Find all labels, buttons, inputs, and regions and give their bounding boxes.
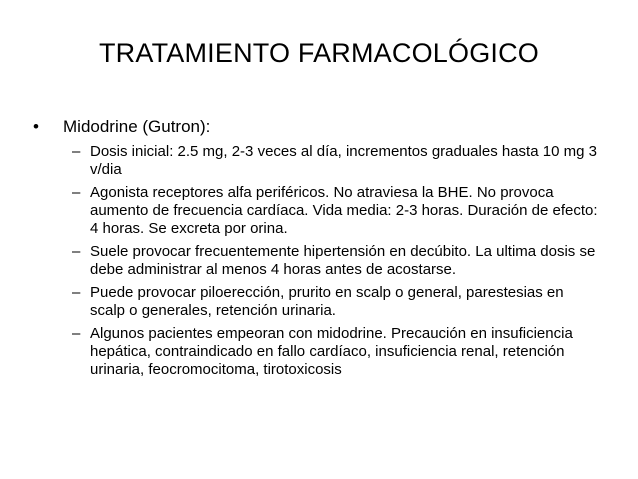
sub-bullet-list	[72, 143, 602, 384]
sub-bullet-item	[72, 325, 602, 379]
dash-marker: –	[72, 284, 81, 301]
sub-bullet-text: Puede provocar piloerección, prurito en scalp o general, parestesias en scalp o generales, retención urinaria.	[90, 284, 564, 319]
dash-marker: –	[72, 325, 81, 342]
sub-bullet-text: Suele provocar frecuentemente hipertensión en decúbito. La ultima dosis se debe administrar al menos 4 horas antes de acostarse.	[90, 243, 596, 278]
sub-bullet-item	[72, 243, 602, 279]
bullet-item	[33, 116, 210, 137]
sub-bullet-text: Algunos pacientes empeoran con midodrine. Precaución en insuficiencia hepática, contraindicado en fallo cardíaco, insuficiencia renal, retención urinaria, feocromocitoma, tirotoxicosis	[90, 325, 573, 378]
sub-bullet-item	[72, 184, 602, 238]
bullet-marker: •	[33, 117, 39, 136]
sub-bullet-text: Agonista receptores alfa periféricos. No atraviesa la BHE. No provoca aumento de frecuencia cardíaca. Vida media: 2-3 horas. Duración de efecto: 4 horas. Se excreta por orina.	[90, 184, 598, 237]
dash-marker: –	[72, 243, 81, 260]
dash-marker: –	[72, 184, 81, 201]
sub-bullet-item	[72, 143, 602, 179]
dash-marker: –	[72, 143, 81, 160]
sub-bullet-item	[72, 284, 602, 320]
slide-title: TRATAMIENTO FARMACOLÓGICO	[98, 38, 540, 68]
bullet-text: Midodrine (Gutron):	[63, 117, 211, 136]
sub-bullet-text: Dosis inicial: 2.5 mg, 2-3 veces al día, incrementos graduales hasta 10 mg 3 v/dia	[90, 143, 597, 178]
